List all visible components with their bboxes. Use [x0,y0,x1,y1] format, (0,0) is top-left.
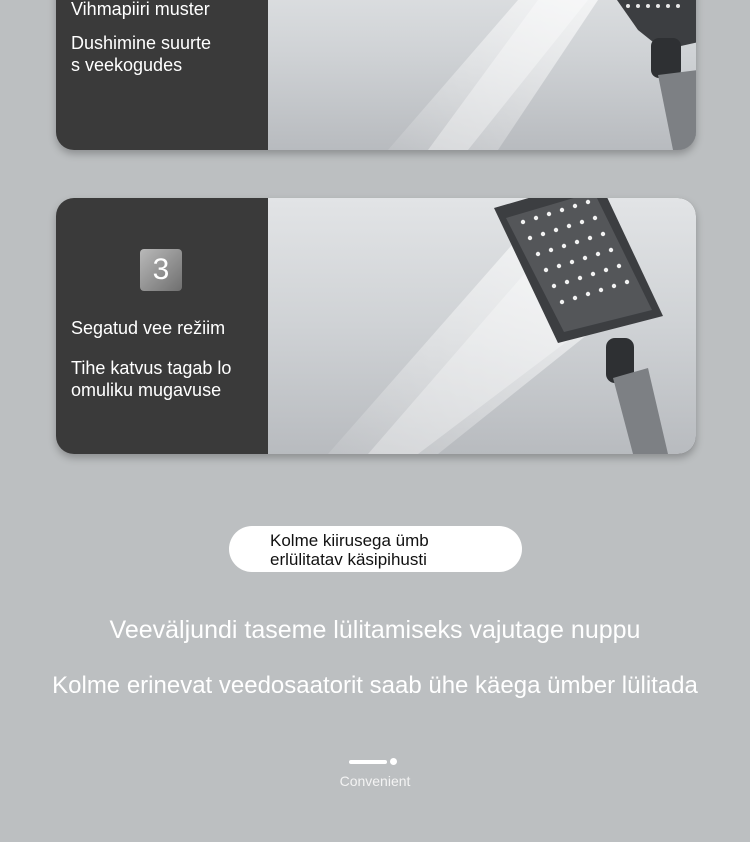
feature-pill-text [270,531,490,569]
indicator-dash [349,760,387,764]
mode-card-rain [56,0,696,150]
mode-title: Segatud vee režiim [71,318,226,338]
mode-card-text [56,0,268,150]
mode-description [71,357,266,401]
mode-description-line: s veekogudes [71,55,183,75]
mode-card-mixed [56,198,696,454]
headline-secondary: Kolme erinevat veedosaatorit saab ühe käega ümber lülitada [52,672,698,699]
mode-number-badge: 3 [140,249,182,291]
mode-title: Vihmapiiri muster [71,0,210,19]
mode-description [71,32,266,76]
slide-indicator [349,758,399,766]
indicator-dot [390,758,397,765]
feature-pill [229,526,522,572]
shower-head-photo [268,0,696,150]
shower-head-photo [268,198,696,454]
mode-description-line: Tihe katvus tagab lo [71,358,232,378]
mode-card-text [56,198,268,454]
feature-pill-line: erlülitatav käsipihusti [270,550,427,569]
mode-description-line: Dushimine suurte [71,33,212,53]
headline-primary: Veeväljundi taseme lülitamiseks vajutage nuppu [109,616,641,644]
shower-spray-illustration [268,198,696,454]
feature-pill-line: Kolme kiirusega ümb [270,531,429,550]
mode-description-line: omuliku mugavuse [71,380,222,400]
footer-label: Convenient [339,773,411,789]
shower-spray-illustration [268,0,696,150]
